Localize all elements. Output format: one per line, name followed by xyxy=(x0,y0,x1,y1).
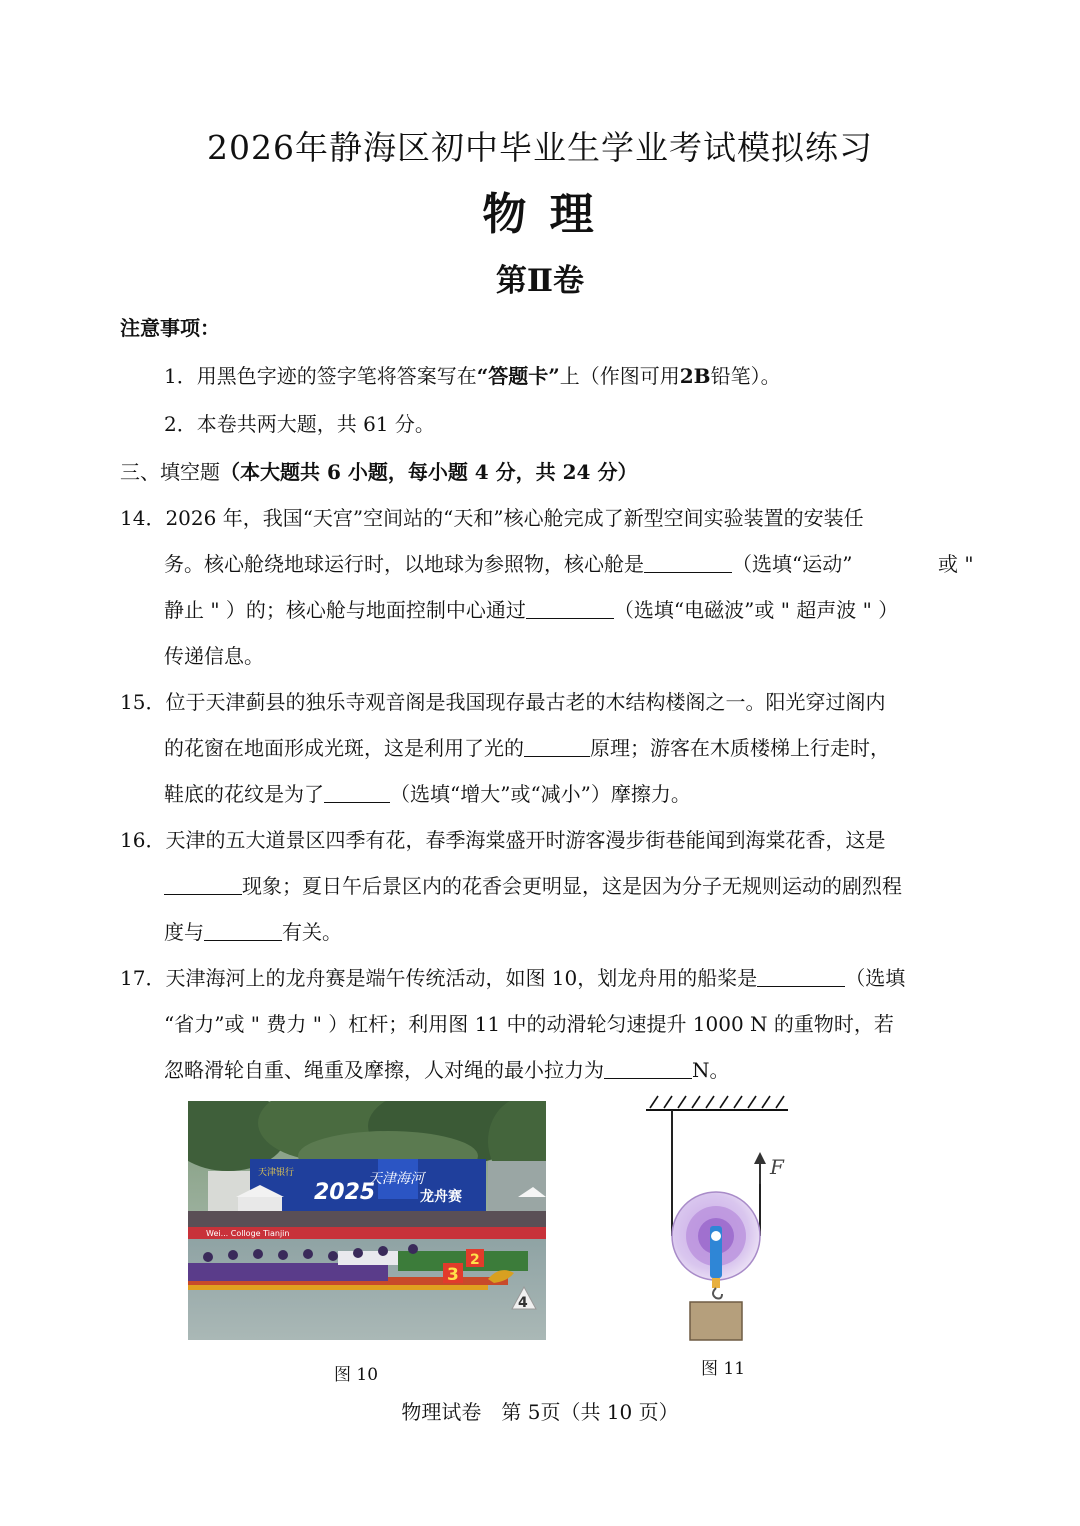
q15-blank-2[interactable] xyxy=(324,782,390,803)
notice-item-1-text-e: 铅笔）。 xyxy=(710,364,781,388)
figure-11-pulley-diagram xyxy=(640,1092,800,1344)
q16-blank-1[interactable] xyxy=(164,874,242,895)
q14-line-2-text: 务。核心舱绕地球运行时，以地球为参照物，核心舱是 xyxy=(164,552,644,576)
q14-line-3-text: 静止 " ）的；核心舱与地面控制中心通过 xyxy=(164,598,526,622)
notice-item-1-text-d: 2B xyxy=(679,364,711,388)
figure-11-caption: 图 11 xyxy=(701,1359,746,1379)
exam-title: 2026年静海区初中毕业生学业考试模拟练习 xyxy=(207,128,873,167)
q14-line-4: 传递信息。 xyxy=(164,644,264,668)
q14-blank-1[interactable] xyxy=(644,552,732,573)
force-label-f: F xyxy=(770,1155,784,1179)
q17-line-1 xyxy=(120,964,905,992)
subject-title: 物 理 xyxy=(482,189,598,240)
figure-10-photo xyxy=(188,1101,546,1340)
q15-line-3 xyxy=(164,780,691,808)
q14-line-2-option: （选填“运动” xyxy=(732,552,853,576)
notice-item-1-text-c: 上（作图可用 xyxy=(559,364,680,388)
q15-line-2-text: 的花窗在地面形成光斑，这是利用了光的 xyxy=(164,736,524,760)
q17-line-3-text: 忽略滑轮自重、绳重及摩擦，人对绳的最小拉力为 xyxy=(164,1058,604,1082)
q15-line-2-tail: 原理；游客在木质楼梯上行走时， xyxy=(590,736,890,760)
q14-line-2-tail: 或 " xyxy=(938,552,974,576)
q15-line-2 xyxy=(164,734,890,762)
volume-title: 第Ⅱ卷 xyxy=(495,263,585,299)
q14-line-2 xyxy=(164,550,852,578)
q17-line-2: “省力”或 " 费力 " ）杠杆；利用图 11 中的动滑轮匀速提升 1000 N 的重物时，若 xyxy=(164,1012,894,1036)
figure-10-caption: 图 10 xyxy=(334,1365,379,1385)
q17-line-3-unit: N。 xyxy=(692,1058,730,1082)
q17-line-3 xyxy=(164,1056,730,1084)
section-title-main: 三、填空题 xyxy=(120,460,220,484)
q16-line-3-text: 度与 xyxy=(164,920,204,944)
notice-item-2: 2．本卷共两大题，共 61 分。 xyxy=(164,412,435,436)
pulley-diagram-svg xyxy=(640,1092,800,1344)
q16-line-3 xyxy=(164,918,342,946)
page-footer: 物理试卷 第 5页（共 10 页） xyxy=(401,1400,679,1424)
q14-line-1: 14．2026 年，我国“天宫”空间站的“天和”核心舱完成了新型空间实验装置的安装任 xyxy=(120,506,864,530)
notice-item-1 xyxy=(164,362,781,390)
banner-event-text: 龙舟赛 xyxy=(420,1189,462,1205)
boat-number-2: 2 xyxy=(470,1252,480,1268)
section-title xyxy=(120,458,637,486)
q17-blank-1[interactable] xyxy=(757,966,845,987)
q14-line-3-option: （选填“电磁波”或 " 超声波 " ） xyxy=(613,598,899,622)
q15-blank-1[interactable] xyxy=(524,736,590,757)
q14-blank-2[interactable] xyxy=(526,598,614,619)
dragon-boat-photo-illustration xyxy=(188,1101,546,1340)
notice-heading: 注意事项： xyxy=(120,316,220,340)
boat-number-3: 3 xyxy=(447,1265,459,1285)
section-title-detail: （本大题共 6 小题，每小题 4 分，共 24 分） xyxy=(220,460,638,484)
wall-side-text: Wei... Colloge Tianjin xyxy=(206,1229,290,1238)
banner-year-text: 2025 xyxy=(314,1180,376,1205)
notice-item-1-text-b: “答题卡” xyxy=(476,364,560,388)
q15-line-3-option: （选填“增大”或“减小”）摩擦力。 xyxy=(390,782,691,806)
banner-haihe-text: 天津海河 xyxy=(368,1171,424,1187)
q16-blank-2[interactable] xyxy=(204,920,282,941)
q16-line-2 xyxy=(164,872,902,900)
q17-blank-2[interactable] xyxy=(604,1058,692,1079)
q15-line-1: 15．位于天津蓟县的独乐寺观音阁是我国现存最古老的木结构楼阁之一。阳光穿过阁内 xyxy=(120,690,886,714)
q16-line-3-tail: 有关。 xyxy=(282,920,342,944)
q17-line-1-option: （选填 xyxy=(845,966,906,990)
q15-line-3-text: 鞋底的花纹是为了 xyxy=(164,782,324,806)
buoy-number-4: 4 xyxy=(518,1295,528,1311)
q17-line-1-text: 17．天津海河上的龙舟赛是端午传统活动，如图 10，划龙舟用的船桨是 xyxy=(120,966,758,990)
q16-line-2-text: 现象；夏日午后景区内的花香会更明显，这是因为分子无规则运动的剧烈程 xyxy=(242,874,902,898)
notice-item-1-text-a: 1．用黑色字迹的签字笔将答案写在 xyxy=(164,364,477,388)
q16-line-1: 16．天津的五大道景区四季有花，春季海棠盛开时游客漫步街巷能闻到海棠花香，这是 xyxy=(120,828,886,852)
banner-brand-text: 天津银行 xyxy=(258,1168,295,1178)
q14-line-3 xyxy=(164,596,898,624)
